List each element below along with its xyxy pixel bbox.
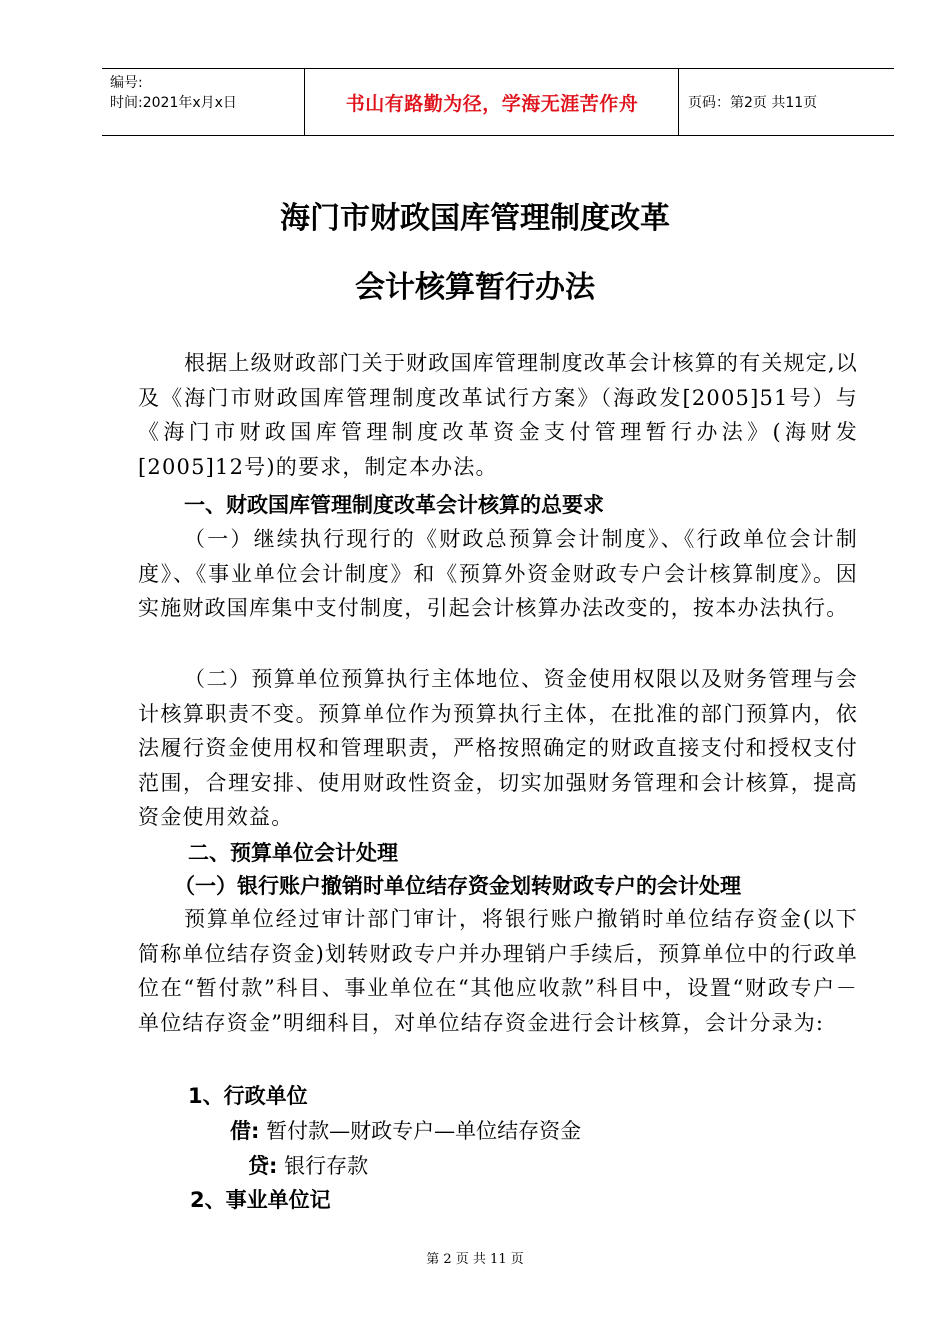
section1-paragraph-2: （二）预算单位预算执行主体地位、资金使用权限以及财务管理与会计核算职责不变。预算单位作为预算执行主体，在批准的部门预算内，依法履行资金使用权和管理职责，严格按照确定的财政直接支付和授权支付范围，合理安排、使用财政性资金，切实加强财务管理和会计核算，提高资金使用效益。 (138, 667, 858, 829)
header-page-code: 页码：第2页 共11页 (688, 95, 818, 111)
debit-text: 暂付款—财政专户—单位结存资金 (266, 1119, 582, 1143)
credit-label: 贷: (248, 1154, 278, 1178)
header-motto: 书山有路勤为径，学海无涯苦作舟 (345, 92, 639, 115)
page-footer: 第 2 页 共 11 页 (426, 1252, 524, 1267)
page-header (102, 68, 894, 136)
header-meta (110, 73, 237, 113)
item-public-institution: 2、事业单位记 (190, 1188, 331, 1212)
section1-heading: 一、财政国库管理制度改革会计核算的总要求 (184, 493, 604, 517)
time-label: 时间:2021年x月x日 (110, 95, 237, 111)
number-label: 编号: (110, 75, 143, 91)
section2-heading: 二、预算单位会计处理 (188, 841, 398, 865)
item-administrative-unit: 1、行政单位 (188, 1084, 308, 1108)
debit-entry (230, 1115, 581, 1145)
doc-title-line1: 海门市财政国库管理制度改革 (280, 201, 670, 236)
doc-title-line2: 会计核算暂行办法 (355, 270, 595, 305)
debit-label: 借: (230, 1119, 260, 1143)
header-divider (304, 69, 305, 135)
section2-subheading: （一）银行账户撤销时单位结存资金划转财政专户的会计处理 (174, 874, 741, 898)
credit-entry (248, 1150, 368, 1180)
section1-paragraph-1: （一）继续执行现行的《财政总预算会计制度》、《行政单位会计制度》、《事业单位会计制度》和《预算外资金财政专户会计核算制度》。因实施财政国库集中支付制度，引起会计核算办法改变的，按本办法执行。 (138, 527, 858, 620)
credit-text: 银行存款 (284, 1154, 369, 1178)
header-divider (678, 69, 679, 135)
intro-paragraph: 根据上级财政部门关于财政国库管理制度改革会计核算的有关规定,以及《海门市财政国库管理制度改革试行方案》（海政发[2005]51号）与《海门市财政国库管理制度改革资金支付管理暂行办法》(海财发[2005]12号)的要求，制定本办法。 (138, 351, 858, 479)
section2-paragraph-1: 预算单位经过审计部门审计，将银行账户撤销时单位结存资金(以下简称单位结存资金)划转财政专户并办理销户手续后，预算单位中的行政单位在“暂付款”科目、事业单位在“其他应收款”科目中，设置“财政专户－单位结存资金”明细科目，对单位结存资金进行会计核算，会计分录为: (138, 907, 858, 1035)
